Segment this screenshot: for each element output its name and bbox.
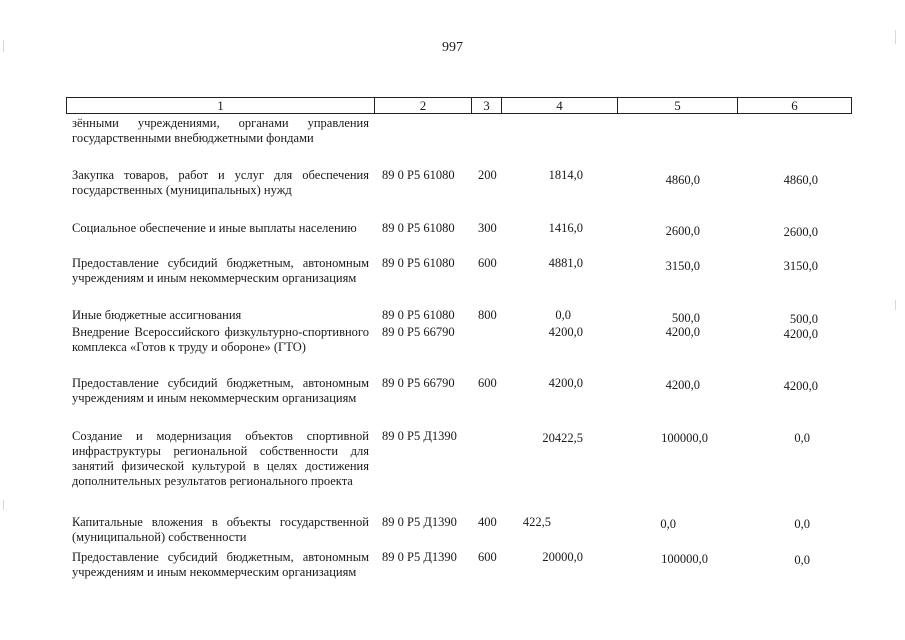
row-type: 600 bbox=[478, 550, 497, 564]
header-col-4: 4 bbox=[502, 98, 618, 113]
table-header bbox=[66, 97, 852, 114]
header-col-5: 5 bbox=[618, 98, 738, 113]
row-value-5: 4860,0 bbox=[665, 173, 700, 187]
row-value-6: 3150,0 bbox=[783, 259, 818, 273]
row-value-5: 4200,0 bbox=[665, 325, 700, 339]
row-value-4: 1814,0 bbox=[548, 168, 583, 182]
row-name: Социальное обеспечение и иные выплаты населению bbox=[72, 221, 357, 235]
row-value-6: 4200,0 bbox=[783, 379, 818, 393]
row-code: 89 0 P5 66790 bbox=[382, 325, 455, 339]
row-code: 89 0 P5 Д1390 bbox=[382, 429, 457, 443]
row-value-4: 20000,0 bbox=[542, 550, 583, 564]
header-col-1: 1 bbox=[67, 98, 375, 113]
row-code: 89 0 P5 61080 bbox=[382, 308, 455, 322]
row-value-4: 4200,0 bbox=[548, 376, 583, 390]
row-value-4: 20422,5 bbox=[542, 431, 583, 445]
row-type: 600 bbox=[478, 256, 497, 270]
row-name: Предоставление субсидий бюджетным, автономным учреждениям и иным некоммерческим организациям bbox=[72, 376, 369, 405]
row-value-5: 3150,0 bbox=[665, 259, 700, 273]
row-name: Закупка товаров, работ и услуг для обеспечения государственных (муниципальных) нужд bbox=[72, 168, 369, 197]
scan-artifact bbox=[895, 30, 896, 44]
row-value-6: 0,0 bbox=[794, 431, 810, 445]
page-number: 997 bbox=[442, 40, 463, 55]
row-value-6: 2600,0 bbox=[783, 225, 818, 239]
row-name: Иные бюджетные ассигнования bbox=[72, 308, 242, 322]
row-code: 89 0 P5 61080 bbox=[382, 168, 455, 182]
header-col-2: 2 bbox=[375, 98, 472, 113]
row-value-6: 0,0 bbox=[794, 517, 810, 531]
scan-artifact bbox=[3, 40, 4, 52]
row-value-4: 4200,0 bbox=[548, 325, 583, 339]
row-value-6: 4860,0 bbox=[783, 173, 818, 187]
scan-artifact bbox=[3, 500, 4, 510]
row-value-4: 422,5 bbox=[522, 515, 551, 529]
row-value-6: 4200,0 bbox=[783, 327, 818, 341]
header-col-3: 3 bbox=[472, 98, 502, 113]
row-type: 300 bbox=[478, 221, 497, 235]
row-value-5: 100000,0 bbox=[661, 552, 708, 566]
row-value-5: 0,0 bbox=[660, 517, 676, 531]
row-value-4: 0,0 bbox=[555, 308, 571, 322]
row-value-4: 1416,0 bbox=[548, 221, 583, 235]
scan-artifact bbox=[895, 300, 896, 310]
row-code: 89 0 P5 66790 bbox=[382, 376, 455, 390]
row-name: зёнными учреждениями, органами управления государственными внебюджетными фондами bbox=[72, 116, 369, 145]
header-col-6: 6 bbox=[791, 98, 798, 113]
row-name: Внедрение Всероссийского физкультурно-спортивного комплекса «Готов к труду и обороне» (ГТО) bbox=[72, 325, 369, 354]
row-code: 89 0 P5 61080 bbox=[382, 256, 455, 270]
row-value-6: 500,0 bbox=[789, 312, 818, 326]
row-code: 89 0 P5 61080 bbox=[382, 221, 455, 235]
row-code: 89 0 P5 Д1390 bbox=[382, 515, 457, 529]
row-name: Создание и модернизация объектов спортивной инфраструктуры региональной собственности для занятий физической культурой в целях достижения дополнительных результатов регионального проекта bbox=[72, 429, 369, 488]
row-name: Предоставление субсидий бюджетным, автономным учреждениям и иным некоммерческим организациям bbox=[72, 256, 369, 285]
row-value-5: 100000,0 bbox=[661, 431, 708, 445]
row-code: 89 0 P5 Д1390 bbox=[382, 550, 457, 564]
row-name: Капитальные вложения в объекты государственной (муниципальной) собственности bbox=[72, 515, 369, 544]
row-name: Предоставление субсидий бюджетным, автономным учреждениям и иным некоммерческим организациям bbox=[72, 550, 369, 579]
row-type: 400 bbox=[478, 515, 497, 529]
row-value-5: 4200,0 bbox=[665, 378, 700, 392]
row-value-5: 500,0 bbox=[671, 311, 700, 325]
row-type: 800 bbox=[478, 308, 497, 322]
row-type: 200 bbox=[478, 168, 497, 182]
row-value-4: 4881,0 bbox=[548, 256, 583, 270]
row-type: 600 bbox=[478, 376, 497, 390]
row-value-6: 0,0 bbox=[794, 553, 810, 567]
row-value-5: 2600,0 bbox=[665, 224, 700, 238]
